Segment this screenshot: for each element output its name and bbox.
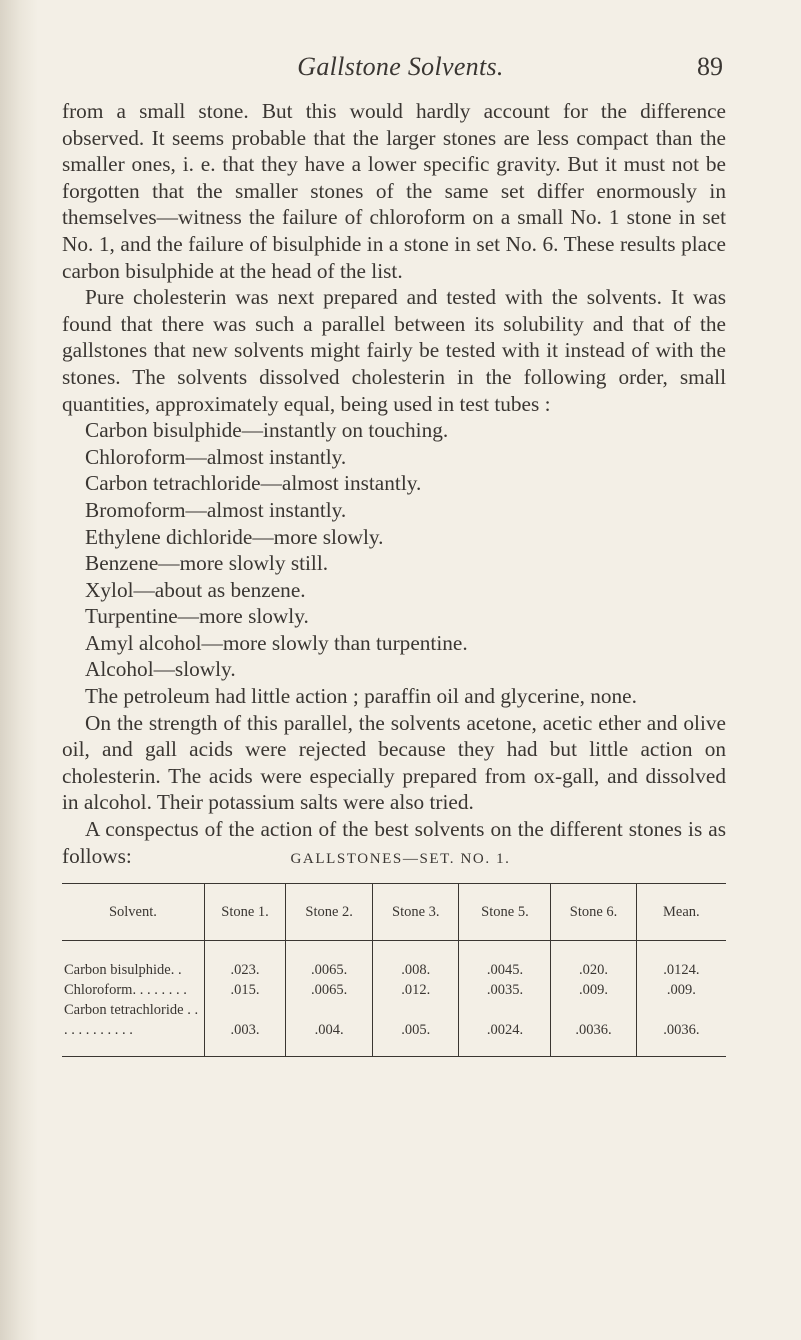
- value-cell: .0065.: [286, 941, 373, 981]
- list-item: Carbon tetrachloride—almost instantly.: [85, 471, 422, 496]
- header-cell: Stone 6.: [551, 884, 636, 941]
- header-cell: Stone 1.: [204, 884, 285, 941]
- header-cell: Stone 5.: [459, 884, 551, 941]
- list-tail: The petroleum had little action ; paraffin oil and glycerine, none.: [85, 684, 637, 709]
- value-cell: .008.: [373, 941, 459, 981]
- value-cell: .020.: [551, 941, 636, 981]
- table-title: GALLSTONES—SET. NO. 1.: [290, 851, 511, 867]
- table-row: [62, 1000, 726, 1057]
- list-item: Ethylene dichloride—more slowly.: [85, 524, 384, 549]
- value-cell: .023.: [204, 941, 285, 981]
- solvent-list: [62, 417, 726, 683]
- binding-shadow: [0, 0, 38, 1340]
- running-head-title: Gallstone Solvents.: [297, 52, 504, 81]
- value-cell: .012.: [373, 980, 459, 1000]
- list-item: Xylol—about as benzene.: [85, 577, 306, 602]
- header-cell: Mean.: [636, 884, 726, 941]
- value-cell: .0124.: [663, 962, 700, 978]
- paragraph: A conspectus of the action of the best solvents on the different stones is as follows:: [62, 817, 726, 868]
- value-cell: .0024.: [459, 1000, 551, 1057]
- value-cell: .0035.: [459, 980, 551, 1000]
- list-item: Turpentine—more slowly.: [85, 604, 309, 629]
- value-cell: .0045.: [459, 941, 551, 981]
- value-cell: .0036.: [636, 1000, 726, 1057]
- list-item: Benzene—more slowly still.: [85, 551, 329, 576]
- header-cell: Stone 2.: [286, 884, 373, 941]
- solvent-cell: Carbon tetrachloride . . . . . . . . . . . .: [62, 1000, 204, 1057]
- value-cell: .003.: [204, 1000, 285, 1057]
- list-item: Chloroform—almost instantly.: [85, 444, 347, 469]
- list-item: Amyl alcohol—more slowly than turpentine.: [85, 630, 468, 655]
- value-cell: .015.: [204, 980, 285, 1000]
- value-cell: .004.: [286, 1000, 373, 1057]
- solvent-cell: Carbon bisulphide. .: [62, 941, 204, 981]
- list-item: Carbon bisulphide—instantly on touching.: [85, 418, 449, 443]
- table-row: [62, 980, 726, 1000]
- table-row: [62, 941, 726, 981]
- value-cell: .009.: [666, 982, 696, 998]
- value-cell: .009.: [551, 980, 636, 1000]
- paragraph: On the strength of this parallel, the solvents acetone, acetic ether and olive oil, and gall acids were rejected because they had but little action on cholesterin. The acids were especially prepared from ox-gall, and dissolved in alcohol. Their potassium salts were also tried.: [62, 710, 726, 815]
- solvent-cell: Chloroform. . . . . . . .: [62, 980, 204, 1000]
- header-cell: Stone 3.: [373, 884, 459, 941]
- value-cell: .0036.: [551, 1000, 636, 1057]
- paragraph: from a small stone. But this would hardly account for the difference observed. It seems probable that the larger stones are less compact than the smaller ones, i. e. that they have a lower specific gravity. But it must not be forgotten that the smaller stones of the same set differ enormously in themselves—witness the failure of chloroform on a small No. 1 stone in set No. 1, and the failure of bisulphide in a stone in set No. 6. These results place carbon bisulphide at the head of the list.: [62, 99, 726, 283]
- value-cell: .005.: [373, 1000, 459, 1057]
- paragraph: Pure cholesterin was next prepared and tested with the solvents. It was found that there was such a parallel between its solubility and that of the gallstones that new solvents might fairly be tested with it instead of with the stones. The solvents dissolved cholesterin in the following order, small quantities, approximately equal, being used in test tubes :: [62, 285, 726, 416]
- page-number: 89: [697, 52, 723, 81]
- list-item: Bromoform—almost instantly.: [85, 497, 347, 522]
- body-text: [62, 98, 726, 869]
- solvent-table: [62, 883, 726, 1057]
- header-cell: Solvent.: [62, 884, 204, 941]
- value-cell: .0065.: [286, 980, 373, 1000]
- list-item: Alcohol—slowly.: [85, 657, 236, 682]
- table-header-row: [62, 884, 726, 941]
